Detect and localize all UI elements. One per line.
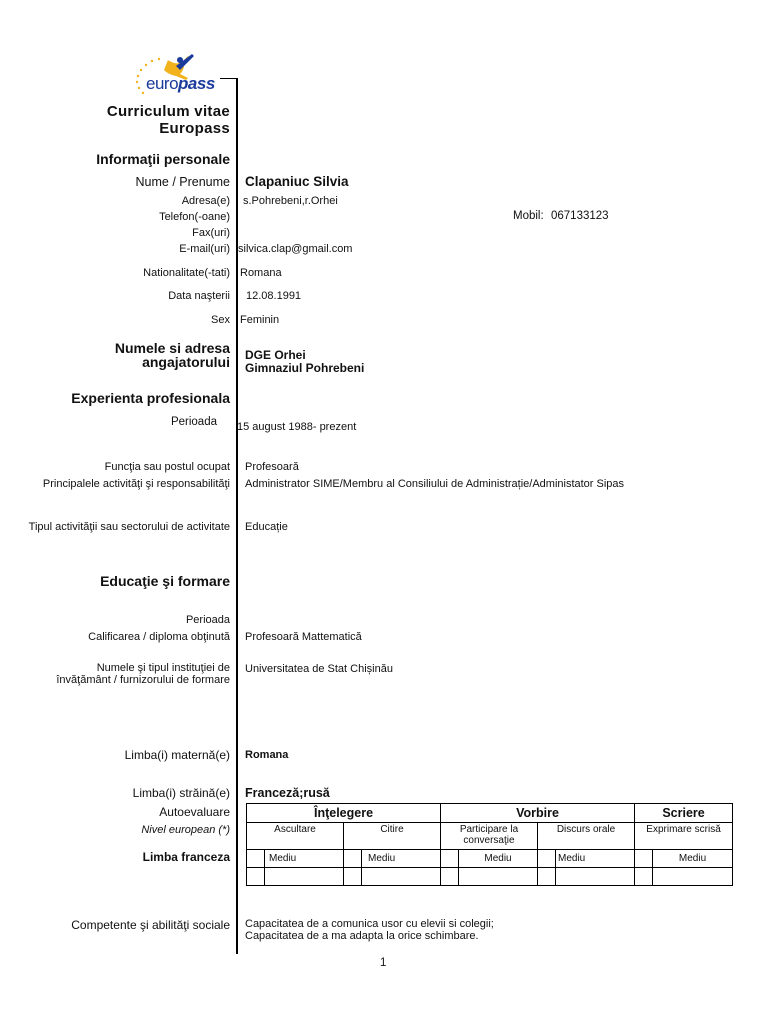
phone-label: Telefon(-oane) [159,211,230,223]
logo-text-euro: euro [146,74,179,93]
fax-label: Fax(uri) [192,227,230,239]
name-label: Nume / Prenume [135,175,230,189]
empty-cell [556,868,635,886]
nationality-value: Romana [240,267,282,279]
position-label: Funcţia sau postul ocupat [104,461,230,473]
col-speaking: Vorbire [441,804,635,823]
europass-logo [132,50,227,98]
mother-tongue-value: Romana [245,749,289,761]
level-code-cell [538,850,556,868]
level-code-cell [247,850,265,868]
sub-spoken-production: Discurs orale [538,823,635,850]
foreign-languages-label: Limba(i) străină(e) [132,786,230,800]
section-personal-info: Informaţii personale [96,151,230,167]
col-understanding: Înţelegere [247,804,441,823]
experience-period-value: 15 august 1988- prezent [237,421,357,433]
col-writing: Scriere [635,804,733,823]
section-experience: Experienta profesionala [71,390,230,406]
institution-label-line2: învăţământ / furnizorului de formare [56,674,230,686]
institution-label-line1: Numele şi tipul instituţiei de [96,662,230,674]
mother-tongue-label: Limba(i) maternă(e) [124,748,230,762]
mobile-label: Mobil: [513,210,544,222]
sector-value: Educație [245,521,288,533]
language-row-label: Limba franceza [142,850,230,864]
foreign-languages-value: Franceză;rusă [245,786,330,800]
sub-reading: Citire [344,823,441,850]
birthdate-value: 12.08.1991 [246,290,302,302]
european-level-label: Nivel european (*) [141,824,230,836]
level-code-cell [441,850,459,868]
sub-writing: Exprimare scrisă [635,823,733,850]
qualification-value: Profesoară Mattematică [245,631,362,643]
level-reading: Mediu [362,850,441,868]
sector-label: Tipul activităţii sau sectorului de activitate [28,521,230,533]
activities-label: Principalele activităţi şi responsabilităţi [42,478,230,490]
empty-cell [459,868,538,886]
section-employer-line2: angajatorului [142,354,230,370]
employer-value-line1: DGE Orhei [245,348,306,362]
nationality-label: Nationalitate(-tati) [143,267,230,279]
logo-text-pass: pass [178,74,215,93]
email-label: E-mail(uri) [179,243,230,255]
sex-value: Feminin [240,314,280,326]
section-employer-line1: Numele si adresa [114,340,230,356]
birthdate-label: Data naşterii [168,290,230,302]
mobile-value: 067133123 [551,210,609,222]
address-label: Adresa(e) [181,195,230,207]
institution-value: Universitatea de Stat Chișinău [245,663,393,675]
experience-period-label: Perioada [170,416,217,428]
education-period-label: Perioada [185,614,230,626]
level-writing: Mediu [653,850,733,868]
sub-listening: Ascultare [247,823,344,850]
employer-value-line2: Gimnaziul Pohrebeni [245,361,365,375]
sex-label: Sex [211,314,230,326]
empty-cell [538,868,556,886]
self-assessment-label: Autoevaluare [159,805,230,819]
level-spoken-production: Mediu [556,850,635,868]
empty-cell [247,868,265,886]
cv-title-line2: Europass [159,120,230,137]
level-code-cell [635,850,653,868]
page-number: 1 [380,957,387,969]
vertical-divider [236,78,238,954]
level-listening: Mediu [265,850,344,868]
level-code-cell [344,850,362,868]
email-value: silvica.clap@gmail.com [238,243,353,255]
empty-cell [362,868,441,886]
social-skills-label: Competente şi abilităţi sociale [71,918,230,932]
empty-cell [653,868,733,886]
empty-cell [441,868,459,886]
section-education: Educaţie şi formare [100,573,230,589]
empty-cell [344,868,362,886]
activities-value: Administrator SIME/Membru al Consiliului de Administrație/Administator Sipas [245,478,625,490]
social-skills-line2: Capacitatea de a ma adapta la orice schimbare. [245,930,479,942]
cv-title-line1: Curriculum vitae [106,103,230,120]
level-spoken-interaction: Mediu [459,850,538,868]
qualification-label: Calificarea / diploma obţinută [88,631,230,643]
empty-cell [265,868,344,886]
language-self-assessment-table [246,803,733,886]
social-skills-line1: Capacitatea de a comunica usor cu elevii si colegii; [245,918,494,930]
name-value: Clapaniuc Silvia [245,174,349,189]
sub-spoken-interaction: Participare la conversaţie [441,823,538,850]
address-value: s.Pohrebeni,r.Orhei [243,195,338,207]
position-value: Profesoară [245,461,299,473]
empty-cell [635,868,653,886]
